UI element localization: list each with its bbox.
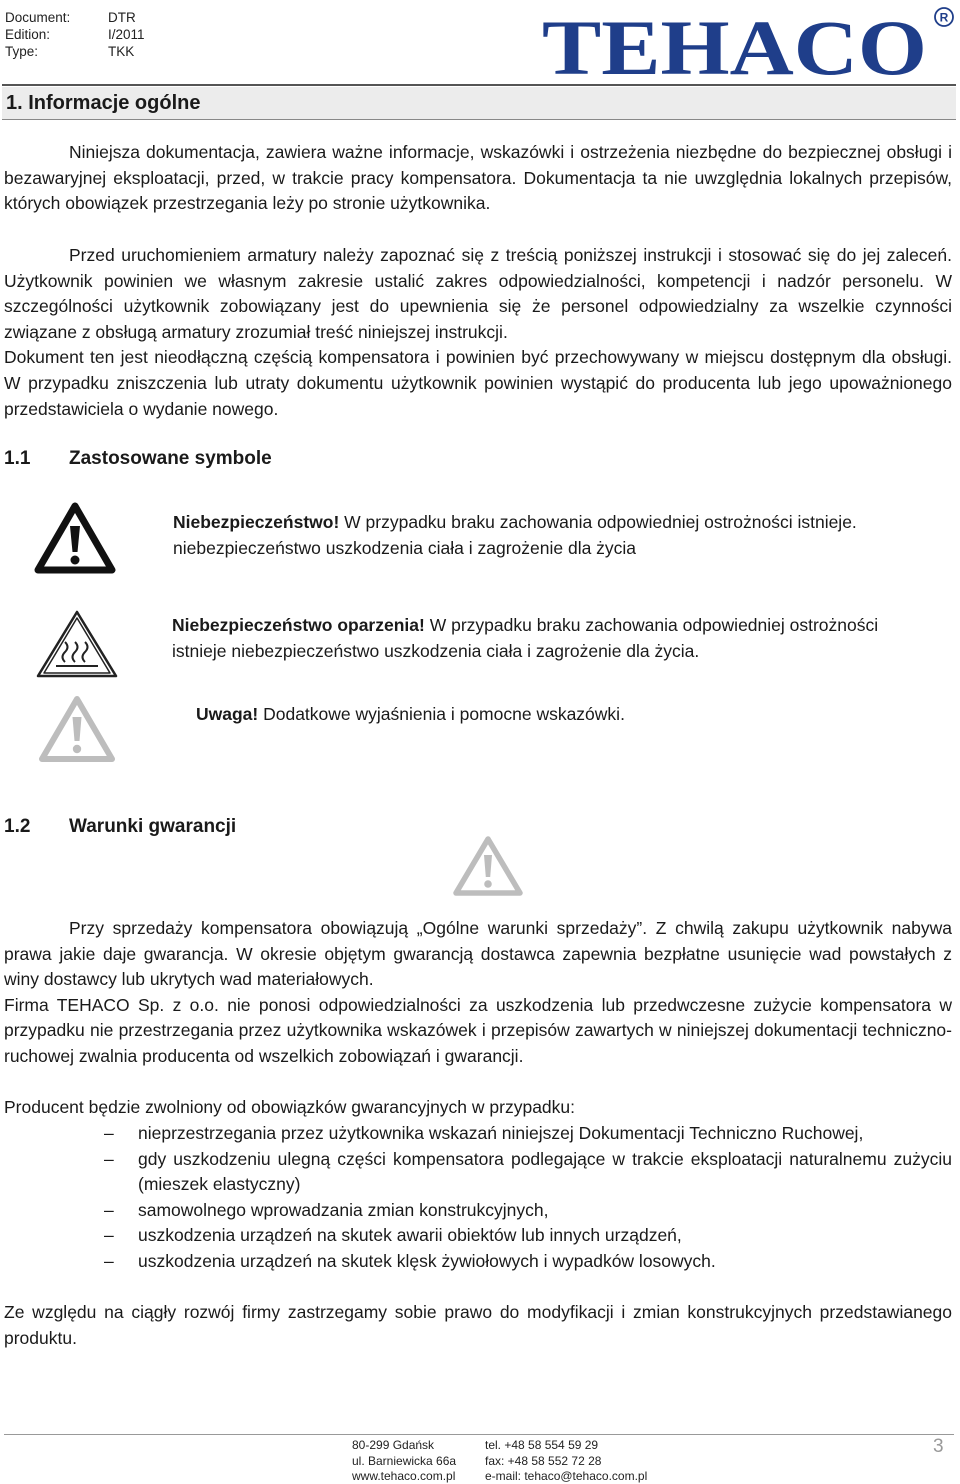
meta-key: Edition: xyxy=(5,27,51,42)
document-meta xyxy=(5,9,145,60)
caution-triangle-icon xyxy=(38,694,116,764)
warranty-paragraph-2: Firma TEHACO Sp. z o.o. nie ponosi odpowiedzialności za uszkodzenia lub przedwczesne zużycie kompensatora w przypadku nie przestrzegania przez użytkownika wskazówek i przepisów zawartych w niniejszej dokumentacji techniczno-ruchowej zwalnia producenta od wszelkich zobowiązań i gwarancji. xyxy=(4,994,952,1066)
intro-paragraph-3: Dokument ten jest nieodłączną częścią kompensatora i powinien być przechowywany w miejscu dostępnym dla obsługi. W przypadku zniszczenia lub utraty dokumentu użytkownik powinien wystąpić do producenta lub jego upoważnionego przedstawiciela o wydanie nowego. xyxy=(4,347,952,419)
heading-title: Zastosowane symbole xyxy=(69,448,272,469)
section-bar xyxy=(2,87,956,120)
footer-phone: tel. +48 58 554 59 29 xyxy=(485,1438,599,1452)
symbol-danger xyxy=(173,510,857,561)
meta-row-edition xyxy=(5,26,145,43)
caution-triangle-icon xyxy=(452,834,524,898)
footer-email-link[interactable]: e-mail: tehaco@tehaco.com.pl xyxy=(485,1469,648,1483)
intro-paragraph-1: Niniejsza dokumentacja, zawiera ważne informacje, wskazówki i ostrzeżenia niezbędne do bezpiecznej obsługi i bezawaryjnej eksploatacji, przed, w trakcie pracy kompensatora. Dokumentacja ta nie uwzględnia lokalnych przepisów, których obowiązek przestrzegania leży po stronie użytkownika. xyxy=(4,142,952,214)
list-item: – gdy uszkodzeniu ulegną części kompensatora podlegające w trakcie eksploatacji naturalnemu zużyciu (mieszek elastyczny) xyxy=(104,1148,952,1195)
symbol-burn xyxy=(172,613,878,664)
warranty-heading xyxy=(4,816,236,838)
heading-title: Warunki gwarancji xyxy=(69,816,237,837)
list-item: – uszkodzenia urządzeń na skutek awarii obiektów lub innych urządzeń, xyxy=(104,1225,682,1246)
section-title: 1. Informacje ogólne xyxy=(6,92,201,114)
tehaco-logo xyxy=(542,6,956,80)
symbol-burn-line2: istnieje niebezpieczeństwo uszkodzenia ciała i zagrożenie dla życia. xyxy=(172,640,700,661)
list-item: – samowolnego wprowadzania zmian konstrukcyjnych, xyxy=(104,1199,549,1220)
symbol-danger-label: Niebezpieczeństwo! xyxy=(173,512,340,532)
symbol-burn-text: W przypadku braku zachowania odpowiedniej ostrożności xyxy=(424,615,879,635)
footer-city: 80-299 Gdańsk xyxy=(352,1438,435,1452)
heading-number: 1.1 xyxy=(4,448,31,469)
meta-value: I/2011 xyxy=(108,27,145,42)
meta-row-document xyxy=(5,9,145,26)
page-number: 3 xyxy=(933,1436,944,1457)
footer-divider xyxy=(4,1434,954,1435)
symbol-danger-line2: niebezpieczeństwo uszkodzenia ciała i zagrożenie dla życia xyxy=(173,537,637,558)
list-item: – uszkodzenia urządzeń na skutek klęsk żywiołowych i wypadków losowych. xyxy=(104,1250,716,1271)
symbol-note-label: Uwaga! xyxy=(196,704,259,724)
exemption-list xyxy=(4,1121,952,1275)
logo-mark: R xyxy=(939,10,949,25)
intro-text-2 xyxy=(4,243,952,422)
meta-value: DTR xyxy=(108,10,136,25)
meta-value: TKK xyxy=(108,44,135,59)
heading-number: 1.2 xyxy=(4,816,31,837)
intro-paragraph-2: Przed uruchomieniem armatury należy zapoznać się z treścią poniższej instrukcji i stosować się do jej zaleceń. Użytkownik powinien we własnym zakresie ustalić zakres odpowiedzialności, kompetencji i nadzór personelu. W szczególności użytkownik zobowiązany jest do upewnienia się że personel odpowiedzialny za wszelkie czynności związane z obsługą armatury zrozumiał treść niniejszej instrukcji. xyxy=(4,245,952,342)
warranty-exemptions-intro xyxy=(4,1095,952,1121)
closing-text xyxy=(4,1300,952,1351)
list-item: – nieprzestrzegania przez użytkownika wskazań niniejszej Dokumentacji Techniczno Ruchowej, xyxy=(104,1123,864,1143)
footer-address xyxy=(352,1438,456,1484)
symbol-note xyxy=(196,702,625,728)
footer-contact xyxy=(485,1438,647,1484)
intro-text xyxy=(4,140,952,217)
footer-fax: fax: +48 58 552 72 28 xyxy=(485,1453,602,1468)
hot-surface-icon xyxy=(34,608,120,680)
footer-street: ul. Barniewicka 66a xyxy=(352,1453,457,1468)
meta-row-type xyxy=(5,43,145,60)
warning-triangle-icon xyxy=(34,502,116,574)
symbol-burn-label: Niebezpieczeństwo oparzenia! xyxy=(172,615,425,635)
warranty-paragraph-3: Producent będzie zwolniony od obowiązków gwarancyjnych w przypadku: xyxy=(4,1097,576,1117)
symbol-danger-text: W przypadku braku zachowania odpowiedniej ostrożności istnieje. xyxy=(339,512,857,532)
footer-website-link[interactable]: www.tehaco.com.pl xyxy=(352,1469,456,1483)
warranty-paragraph-1: Przy sprzedaży kompensatora obowiązują „Ogólne warunki sprzedaży”. Z chwilą zakupu użytkownik nabywa prawa jakie daje gwarancja. W okresie objętym gwarancją dostawca zapewnia bezpłatne usunięcie wad powstałych z winy dostawcy lub ukrytych wad materiałowych. xyxy=(4,918,952,990)
warranty-paragraph-4: Ze względu na ciągły rozwój firmy zastrzegamy sobie prawo do modyfikacji i zmian konstrukcyjnych przedstawianego produktu. xyxy=(4,1302,952,1348)
meta-key: Type: xyxy=(5,44,39,59)
warranty-text xyxy=(4,916,952,1070)
logo-text: TEHACO xyxy=(542,6,927,80)
meta-key: Document: xyxy=(5,10,71,25)
symbols-heading xyxy=(4,448,272,470)
header-divider xyxy=(2,84,956,86)
symbol-note-text: Dodatkowe wyjaśnienia i pomocne wskazówki. xyxy=(258,704,625,724)
